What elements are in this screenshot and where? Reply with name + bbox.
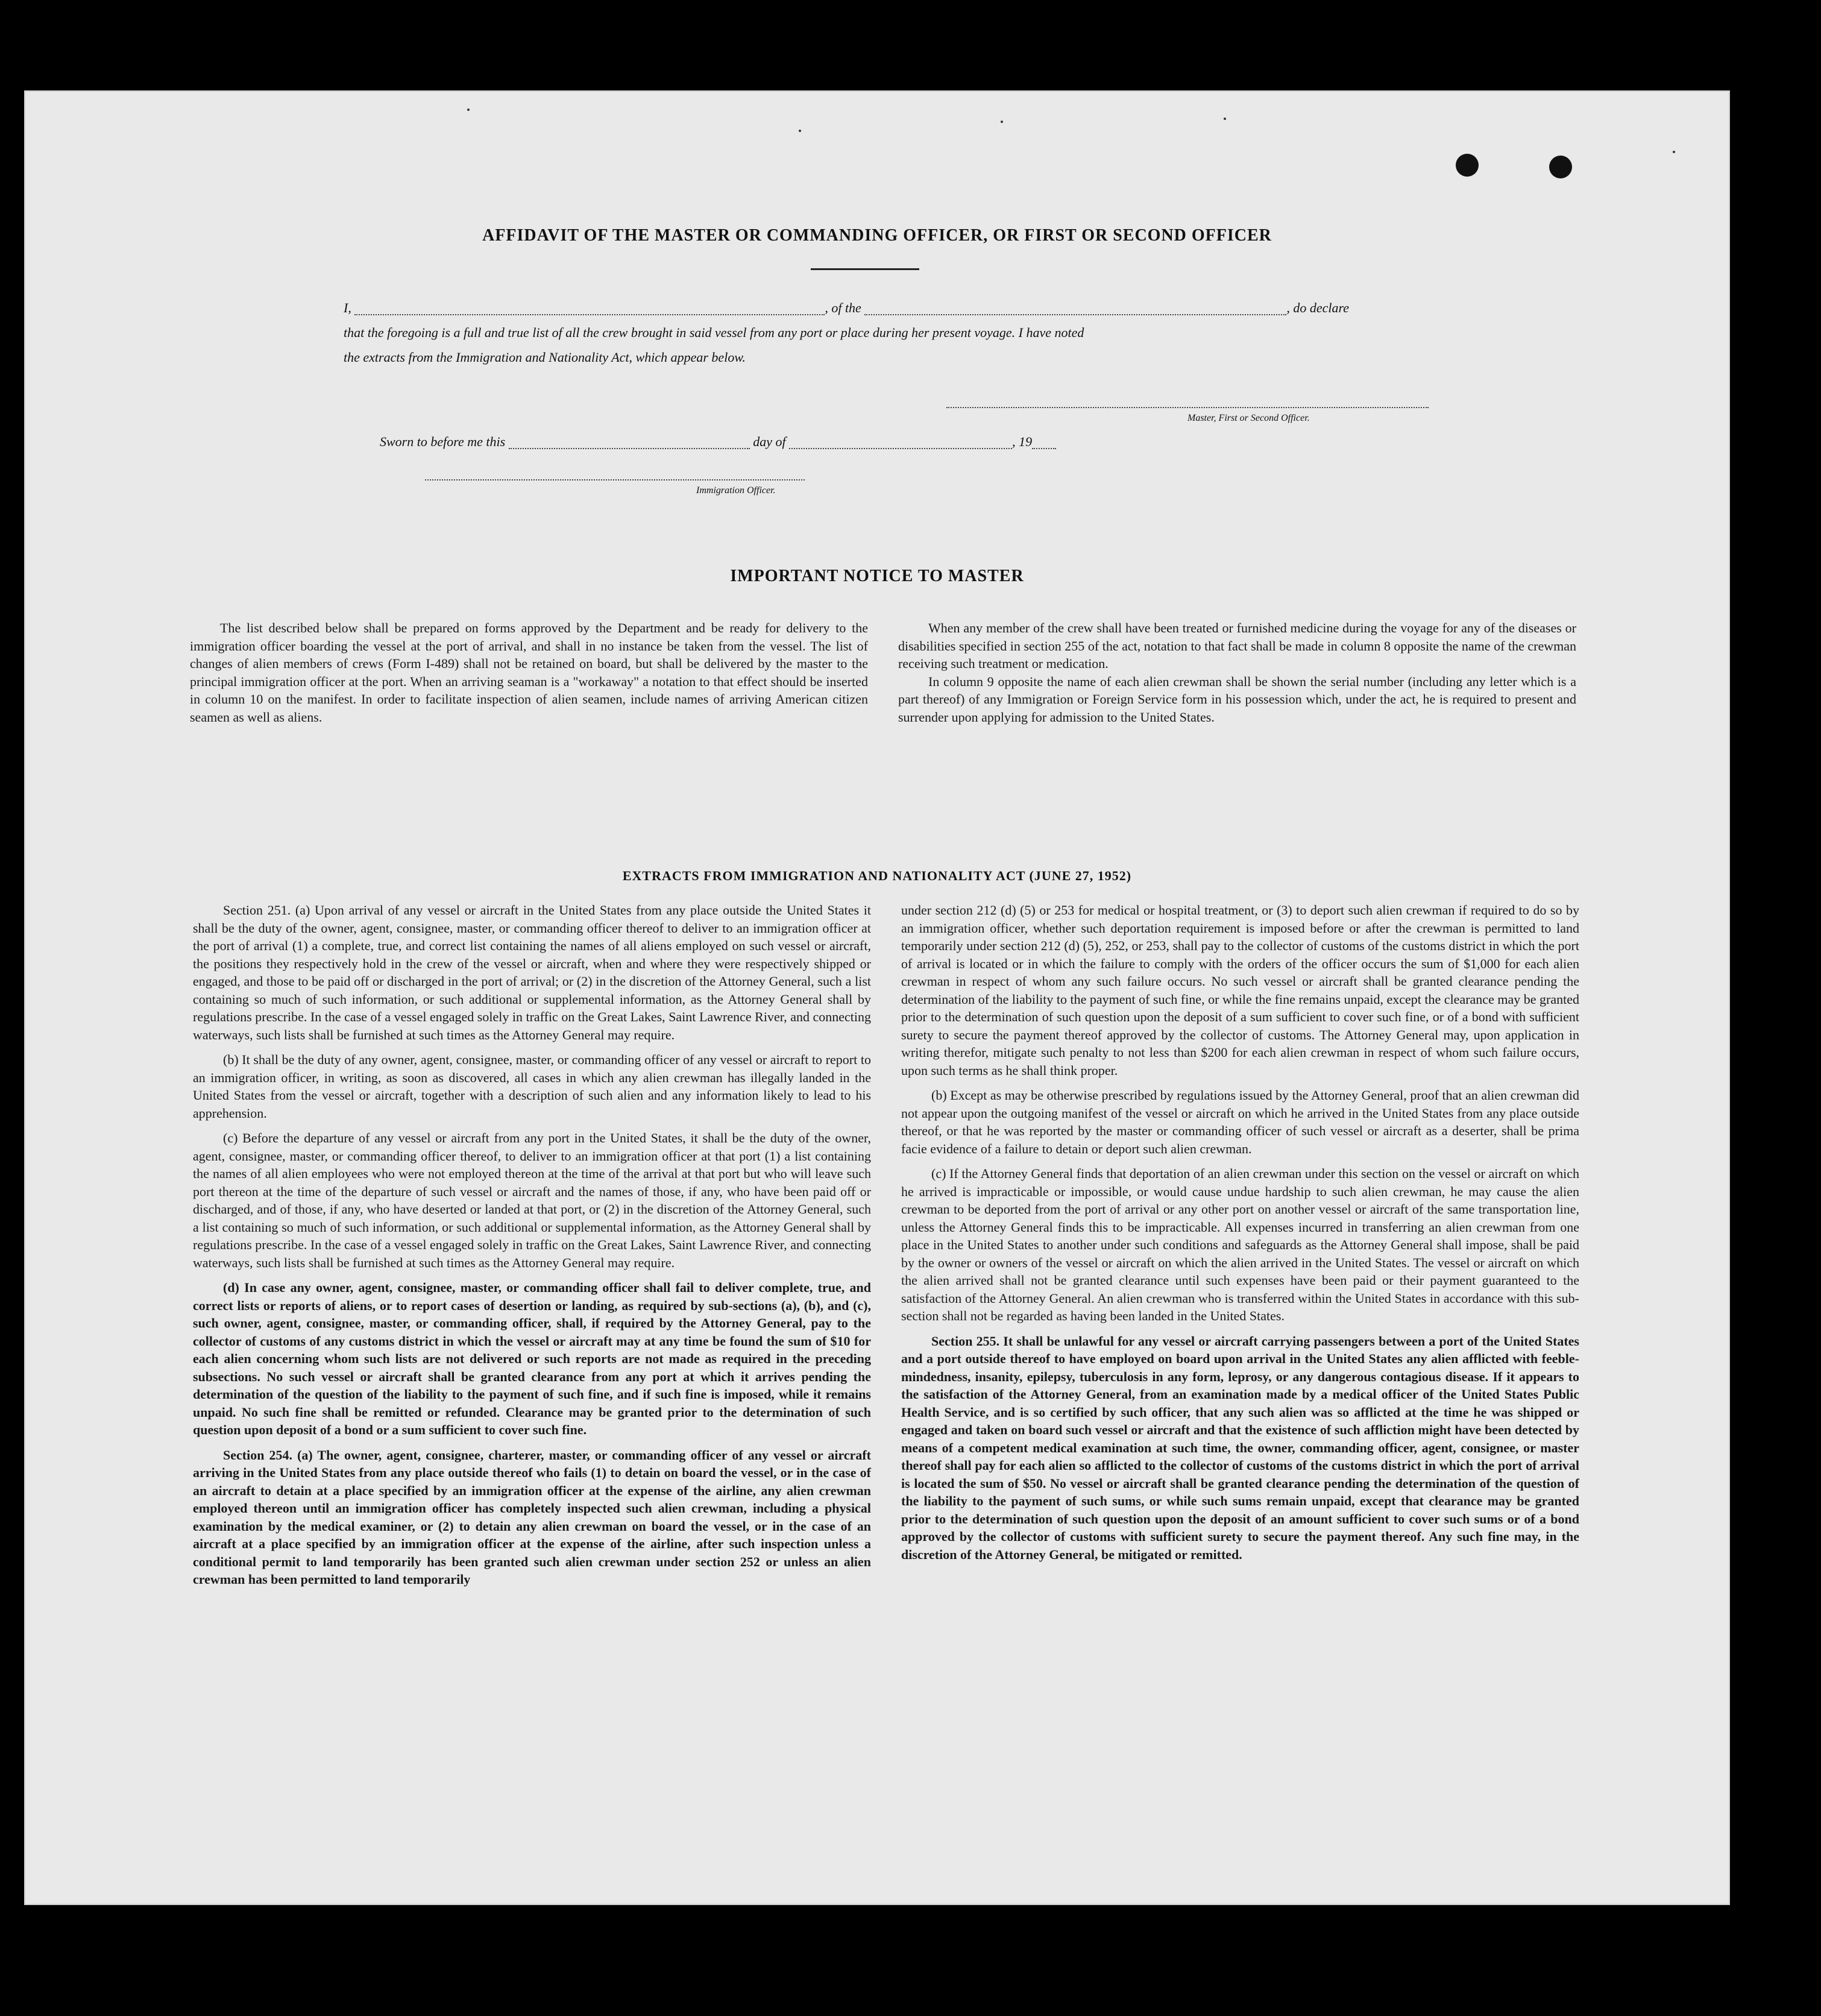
section-254-b: (b) Except as may be otherwise prescribed by regulations issued by the Attorney General, proof that an alien crewman did not appear upon the outgoing manifest of the vessel or aircraft on which he arrived in the United States from any place outside thereof, or that he was reported by the master or commanding officer of such vessel or aircraft as a deserter, shall be prima facie evidence of a failure to detain or deport such alien crewman. (901, 1088, 1579, 1156)
sworn-month-field[interactable] (789, 437, 1012, 449)
sworn-label: Sworn to before me this (380, 434, 506, 449)
immigration-officer-label: Immigration Officer. (696, 485, 776, 496)
master-signature-label: Master, First or Second Officer. (1187, 413, 1310, 423)
notice-left-column (190, 619, 868, 726)
notice-paragraph: In column 9 opposite the name of each alien crewman shall be shown the serial number (including any letter which is a part thereof) of any Immigration or Foreign Service form in his possession which, under the act, he is required to present and surrender upon applying for admission to the United States. (898, 673, 1576, 725)
master-signature-line[interactable] (946, 407, 1429, 408)
title-rule (811, 268, 919, 270)
punch-hole-left (1456, 154, 1479, 177)
speck (799, 130, 801, 132)
sworn-block (380, 434, 1284, 450)
speck (1224, 118, 1226, 120)
form-title: AFFIDAVIT OF THE MASTER OR COMMANDING OFFICER, OR FIRST OR SECOND OFFICER (482, 226, 1272, 245)
section-251-c: (c) Before the departure of any vessel or aircraft from any port in the United States, it shall be the duty of the owner, agent, consignee, master, or commanding officer thereof, to deliver to an immigration officer at that port (1) a list containing the names of all alien employees who were not employed thereon at the time of the arrival at that port but who will leave such port thereon at the time of the departure of such vessel or aircraft and the names of those, if any, who have been paid off or discharged, and of those, if any, who have deserted or landed at that port, or (2) in the discretion of the Attorney General, such a list containing so much of such information, or such additional or supplemental information, as the Attorney General shall by regulations prescribe. In the case of a vessel engaged solely in traffic on the Great Lakes, Saint Lawrence River, and connecting waterways, such lists shall be furnished at such times as the Attorney General may require. (193, 1130, 871, 1270)
declaration-block (344, 295, 1435, 370)
section-251-a: Section 251. (a) Upon arrival of any vessel or aircraft in the United States from any place outside the United States it shall be the duty of the owner, agent, consignee, master, or commanding officer thereof to deliver to an immigration officer at the port of arrival (1) a complete, true, and correct list containing the names of all aliens employed on such vessel or aircraft, the positions they respectively hold in the crew of the vessel or aircraft, when and where they were respectively shipped or engaged, and those to be paid off or discharged in the port of arrival; or (2) in the discretion of the Attorney General, such a list containing so much of such information, or such additional or supplemental information, as the Attorney General shall by regulations prescribe. In the case of a vessel engaged solely in traffic on the Great Lakes, Saint Lawrence River, and connecting waterways, such lists shall be furnished at such times as the Attorney General may require. (193, 902, 871, 1042)
declaration-line-3: the extracts from the Immigration and Nationality Act, which appear below. (344, 350, 746, 365)
immigration-officer-line[interactable] (425, 479, 805, 480)
notice-paragraph: When any member of the crew shall have been treated or furnished medicine during the voyage for any of the diseases or disabilities specified in section 255 of the act, notation to that fact shall be made in column 8 opposite the name of the crewman receiving such treatment or medication. (898, 620, 1576, 671)
year-label: , 19 (1012, 434, 1033, 449)
sworn-year-field[interactable] (1032, 437, 1056, 449)
name-field[interactable] (354, 303, 825, 315)
do-declare-label: , do declare (1286, 300, 1349, 315)
document-page (24, 90, 1730, 1905)
section-254-c: (c) If the Attorney General finds that deportation of an alien crewman under this section on the vessel or aircraft on which he arrived is impracticable or impossible, or would cause undue hardship to such alien crewman, he may cause the alien crewman to be deported from the port of arrival or any other port on another vessel or aircraft of the same transportation line, unless the Attorney General finds this to be impracticable. All expenses incurred in transferring an alien crewman from one place in the United States to another under such conditions and safeguards as the Attorney General shall impose, shall be paid by the owner or owners of the vessel or aircraft on which the alien arrived in the United States. The vessel or aircraft on which the alien arrived shall not be granted clearance until such expenses have been paid or their payment guaranteed to the satisfaction of the Attorney General. An alien crewman who is transferred within the United States in accordance with this sub-section shall not be regarded as having been landed in the United States. (901, 1166, 1579, 1323)
speck (1673, 151, 1675, 153)
i-label: I, (344, 300, 351, 315)
notice-paragraph: The list described below shall be prepared on forms approved by the Department and be ready for delivery to the immigration officer boarding the vessel at the port of arrival, and shall in no instance be taken from the vessel. The list of changes of alien members of crews (Form I-489) shall not be retained on board, but shall be delivered by the master to the principal immigration officer at the port. When an arriving seaman is a "workaway" a notation to that effect should be inserted in column 10 on the manifest. In order to facilitate inspection of alien seamen, include names of arriving American citizen seamen as well as aliens. (190, 620, 868, 725)
sworn-day-field[interactable] (509, 437, 750, 449)
declaration-line-2: that the foregoing is a full and true list of all the crew brought in said vessel from any port or place during her present voyage. I have noted (344, 325, 1084, 340)
section-254-a: Section 254. (a) The owner, agent, consignee, charterer, master, or commanding officer of any vessel or aircraft arriving in the United States from any place outside thereof who fails (1) to detain on board the vessel, or in the case of an aircraft to detain at a place specified by an immigration officer at the expense of the airline, any alien crewman employed thereon until an immigration officer has completely inspected such alien crewman, including a physical examination by the medical examiner, or (2) to detain any alien crewman on board the vessel, or in the case of an aircraft at a place specified by an immigration officer at the expense of the airline, after such inspection unless a conditional permit to land temporarily has been granted such alien crewman under section 252 or unless an alien crewman has been permitted to land temporarily (193, 1447, 871, 1587)
extracts-right-column (901, 901, 1579, 1570)
vessel-field[interactable] (864, 303, 1286, 315)
notice-right-column (898, 619, 1576, 726)
punch-hole-right (1549, 156, 1572, 178)
speck (1001, 121, 1003, 123)
of-the-label: , of the (825, 300, 861, 315)
extracts-title: EXTRACTS FROM IMMIGRATION AND NATIONALITY ACT (JUNE 27, 1952) (622, 868, 1132, 883)
notice-title: IMPORTANT NOTICE TO MASTER (730, 567, 1024, 585)
section-251-b: (b) It shall be the duty of any owner, agent, consignee, master, or commanding officer of any vessel or aircraft to report to an immigration officer, in writing, as soon as discovered, all cases in which any alien crewman has illegally landed in the United States from the vessel or aircraft, together with a description of such alien and any information likely to lead to his apprehension. (193, 1052, 871, 1121)
speck (467, 109, 470, 111)
section-254-a-continued: under section 212 (d) (5) or 253 for medical or hospital treatment, or (3) to deport such alien crewman if required to do so by an immigration officer, whether such deportation requirement is imposed before or after the crewman is permitted to land temporarily under section 212 (d) (5), 252, or 253, shall pay to the collector of customs of the customs district in which the port of arrival is located or in which the failure to comply with the orders of the officer occurs the sum of $1,000 for each alien crewman in respect of whom any such failure occurs. No such vessel or aircraft shall be granted clearance pending the determination of the liability to the payment of such fine, or while the fine remains unpaid, except the clearance may be granted prior to the determination of such question upon the deposit of a sum sufficient to cover such fine, or of a bond with sufficient surety to secure the payment thereof approved by the collector of customs. The Attorney General may, upon application in writing therefor, mitigate such penalty to not less than $200 for each alien crewman in respect of whom such failure occurs, upon such terms as he shall think proper. (901, 902, 1579, 1078)
section-251-d: (d) In case any owner, agent, consignee, master, or commanding officer shall fail to deliver complete, true, and correct lists or reports of aliens, or to report cases of desertion or landing, as required by sub-sections (a), (b), and (c), such owner, agent, consignee, master, or commanding officer, shall, if required by the Attorney General, pay to the collector of customs of any customs district in which the vessel or aircraft may at any time be found the sum of $10 for each alien concerning whom such lists are not delivered or such reports are not made as required in the preceding subsections. No such vessel or aircraft shall be granted clearance from any port at which it arrives pending the determination of the question of the liability to the payment of such fine, and if such fine is imposed, while it remains unpaid. No such fine shall be remitted or refunded. Clearance may be granted prior to the determination of such question upon deposit of a bond or a sum sufficient to cover such fine. (193, 1280, 871, 1437)
day-of-label: day of (753, 434, 786, 449)
declaration-line-1 (344, 295, 1435, 320)
extracts-left-column (193, 901, 871, 1596)
section-255: Section 255. It shall be unlawful for any vessel or aircraft carrying passengers between a port of the United States and a port outside thereof to have employed on board upon arrival in the United States any alien afflicted with feeble-mindedness, insanity, epilepsy, tuberculosis in any form, leprosy, or any dangerous contagious disease. If it appears to the satisfaction of the Attorney General, from an examination made by a medical officer of the United States Public Health Service, and is so certified by such officer, that any such alien was so afflicted at the time he was shipped or engaged and taken on board such vessel or aircraft and that the existence of such affliction might have been detected by means of a competent medical examination at such time, the owner, commanding officer, agent, consignee, or master thereof shall pay for each alien so afflicted to the collector of customs of the customs district in which the port of arrival is located the sum of $50. No vessel or aircraft shall be granted clearance pending the determination of the question of the liability to the payment of such sums, or while such sums remain unpaid, except that clearance may be granted prior to the determination of such question upon the deposit of an amount sufficient to cover such sums or of a bond approved by the collector of customs with sufficient surety to secure the payment thereof. Any such fine may, in the discretion of the Attorney General, be mitigated or remitted. (901, 1333, 1579, 1562)
